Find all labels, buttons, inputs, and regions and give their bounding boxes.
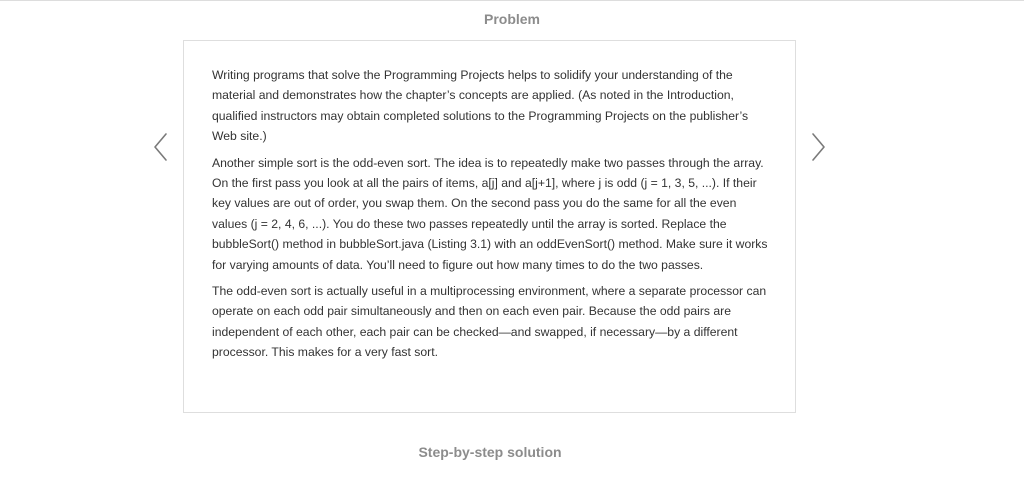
- solution-heading: Step-by-step solution: [418, 444, 562, 460]
- chevron-right-icon: [806, 130, 830, 164]
- problem-paragraph-1: Writing programs that solve the Programming Projects helps to solidify your understanding of the material and demonstrates how the chapter’s concepts are applied. (As noted in the Introduction, qualified instructors may obtain completed solutions to the Programming Projects on the publisher’s Web site.): [212, 68, 749, 144]
- next-button[interactable]: [806, 130, 830, 164]
- problem-paragraph-2: Another simple sort is the odd-even sort. The idea is to repeatedly make two passes through the array. On the first pass you look at all the pairs of items, a[j] and a[j+1], where j is odd (j = 1, 3, 5, ...). If their key values are out of order, you swap them. On the second pass you do the same for all the even values (j = 2, 4, 6, ...). You do these two passes repeatedly until the array is sorted. Replace the bubbleSort() method in bubbleSort.java (Listing 3.1) with an oddEvenSort() method. Make sure it works for varying amounts of data. You’ll need to figure out how many times to do the two passes.: [212, 155, 768, 272]
- problem-paragraph-3: The odd-even sort is actually useful in a multiprocessing environment, where a separate processor can operate on each odd pair simultaneously and then on each even pair. Because the odd pairs are independent of each other, each pair can be checked—and swapped, if necessary—by a different processor. This makes for a very fast sort.: [212, 284, 767, 360]
- problem-heading: Problem: [483, 11, 540, 27]
- previous-button[interactable]: [149, 130, 173, 164]
- top-divider: [0, 0, 1024, 1]
- problem-text: [212, 65, 772, 369]
- problem-card: [183, 40, 796, 413]
- chevron-left-icon: [149, 130, 173, 164]
